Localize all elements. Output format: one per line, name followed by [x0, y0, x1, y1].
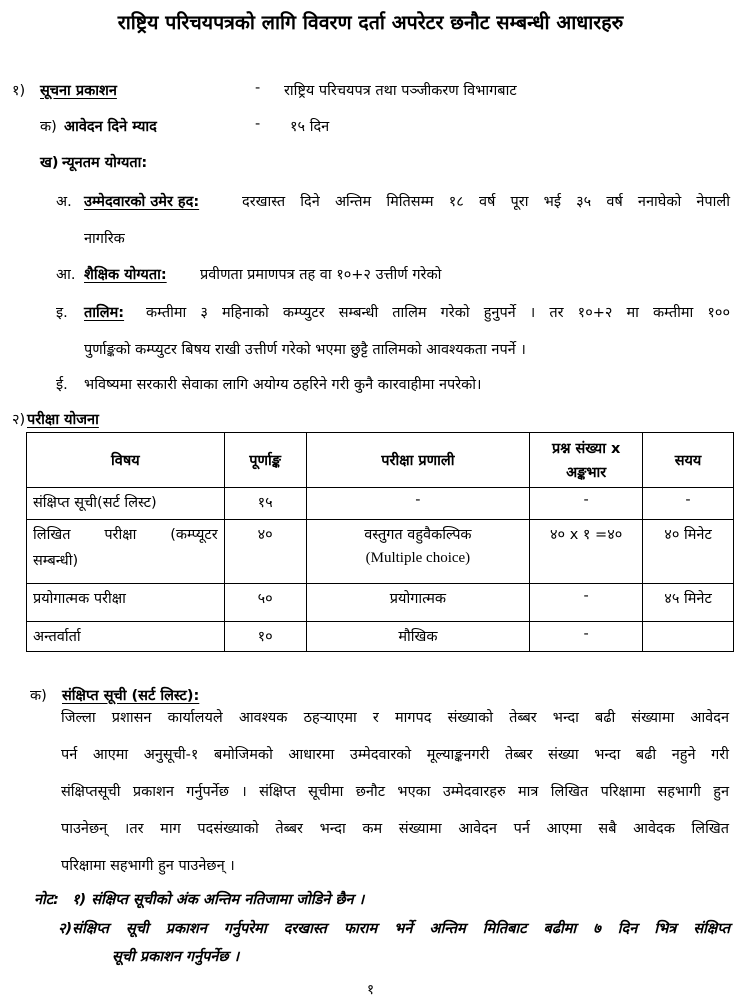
cell-subject-line1: लिखित परीक्षा (कम्प्यूटर	[33, 527, 218, 543]
shortlist-line: जिल्ला प्रशासन कार्यालयले आवश्यक ठहऱ्याएमा र मागपद संख्याको तेब्बर भन्दा बढी संख्यामा आवेदन	[61, 710, 729, 726]
table-row	[27, 488, 734, 520]
header-questions-weight	[530, 433, 643, 488]
note-2-cont: सूची प्रकाशन गर्नुपर्नेछ ।	[112, 949, 240, 965]
table-row	[27, 520, 734, 584]
cell-exam-system-line2: (Multiple choice)	[365, 550, 471, 566]
note-1: १) संक्षिप्त सूचीको अंक अन्तिम नतिजामा जोडिने छैन ।	[72, 892, 365, 908]
note-label: नोट:	[34, 892, 59, 908]
age-limit-label: उम्मेदवारको उमेर हद:	[84, 194, 200, 210]
shortlist-line: पाउनेछन् ।तर माग पदसंख्याको तेब्बर भन्दा कम संख्यामा आवेदन पर्न आएमा सबै आवेदक लिखित	[61, 821, 729, 837]
item-ii-prefix: ई.	[56, 377, 68, 393]
cell-questions: -	[530, 488, 643, 520]
cell-subject: प्रयोगात्मक परीक्षा	[27, 584, 225, 622]
shortlist-line: संक्षिप्तसूची प्रकाशन गर्नुपर्नेछ । संक्षिप्त सूचीमा छनौट भएका उम्मेदवारहरु मात्र लिखित परिक्षामा सहभागी हुन	[61, 784, 729, 800]
section-1-heading: सूचना प्रकाशन	[40, 83, 117, 99]
cell-exam-system: मौखिक	[306, 622, 530, 652]
cell-questions: -	[530, 622, 643, 652]
cell-questions: -	[530, 584, 643, 622]
item-aa-prefix: आ.	[56, 267, 76, 283]
page-number: १	[366, 982, 375, 998]
cell-questions: ४० x १ =४०	[530, 520, 643, 584]
header-questions-line2: अङ्कभार	[566, 465, 607, 481]
age-limit-text-cont: नागरिक	[84, 231, 125, 247]
cell-full-marks: ४०	[224, 520, 306, 584]
section-2-heading: परीक्षा योजना	[27, 412, 99, 428]
education-label: शैक्षिक योग्यता:	[84, 267, 167, 283]
shortlist-paragraph	[61, 703, 729, 881]
cell-subject: संक्षिप्त सूची(सर्ट लिस्ट)	[27, 488, 225, 520]
application-period-label: आवेदन दिने म्याद	[64, 119, 157, 135]
header-subject: विषय	[27, 433, 225, 488]
table-header-row	[27, 433, 734, 488]
cell-exam-system: प्रयोगात्मक	[306, 584, 530, 622]
kha-prefix: ख)	[40, 155, 59, 171]
table-row	[27, 584, 734, 622]
section-1-dash: -	[255, 80, 261, 96]
note-2: २)संक्षिप्त सूची प्रकाशन गर्नुपरेमा दरखास्त फाराम भर्ने अन्तिम मितिबाट बढीमा ७ दिन भित्र संक्षिप्त	[58, 921, 730, 937]
header-time: सयय	[643, 433, 734, 488]
training-text: कम्तीमा ३ महिनाको कम्प्युटर सम्बन्धी तालिम गरेको हुनुपर्ने । तर १०+२ मा कम्तीमा १००	[146, 305, 730, 321]
section-1-value: राष्ट्रिय परिचयपत्र तथा पञ्जीकरण विभागबाट	[284, 83, 517, 99]
cell-exam-system-line1: वस्तुगत वहुवैकल्पिक	[364, 527, 472, 543]
shortlist-heading: संक्षिप्त सूची (सर्ट लिस्ट):	[62, 688, 200, 704]
cell-full-marks: १५	[224, 488, 306, 520]
training-label: तालिम:	[84, 305, 125, 321]
shortlist-line: पर्न आएमा अनुसूची-१ बमोजिमको आधारमा उम्मेदवारको मूल्याङ्कनगरी तेब्बर संख्या भन्दा बढी नहुने गरी	[61, 747, 729, 763]
section-1-number: १)	[12, 83, 26, 99]
application-period-dash: -	[255, 116, 261, 132]
training-text-cont: पुर्णाङ्कको कम्प्युटर बिषय राखी उत्तीर्ण गरेको भएमा छुट्टै तालिमको आवश्यकता नपर्ने ।	[84, 342, 526, 358]
cell-full-marks: १०	[224, 622, 306, 652]
cell-exam-system	[306, 520, 530, 584]
item-i-prefix: इ.	[56, 305, 68, 321]
shortlist-prefix: क)	[30, 688, 47, 704]
cell-subject	[27, 520, 225, 584]
cell-time	[643, 622, 734, 652]
table-row	[27, 622, 734, 652]
page-title: राष्ट्रिय परिचयपत्रको लागि विवरण दर्ता अपरेटर छनौट सम्बन्धी आधारहरु	[117, 11, 624, 34]
header-questions-line1: प्रश्न संख्या x	[551, 441, 621, 457]
education-text: प्रवीणता प्रमाणपत्र तह वा १०+२ उत्तीर्ण गरेको	[200, 267, 442, 283]
age-limit-text: दरखास्त दिने अन्तिम मितिसम्म १८ वर्ष पूरा भई ३५ वर्ष ननाघेको नेपाली	[242, 194, 730, 210]
no-action-text: भविष्यमा सरकारी सेवाका लागि अयोग्य ठहरिने गरी कुनै कारवाहीमा नपरेको।	[84, 377, 482, 393]
cell-subject: अन्तर्वार्ता	[27, 622, 225, 652]
section-2-number: २)	[12, 412, 26, 428]
item-a-prefix: अ.	[56, 194, 72, 210]
cell-subject-line2: सम्बन्धी)	[33, 553, 79, 569]
cell-time: -	[643, 488, 734, 520]
application-period-value: १५ दिन	[290, 119, 330, 135]
exam-plan-table	[26, 432, 734, 652]
cell-exam-system: -	[306, 488, 530, 520]
header-exam-system: परीक्षा प्रणाली	[306, 433, 530, 488]
header-full-marks: पूर्णाङ्क	[224, 433, 306, 488]
cell-time: ४० मिनेट	[643, 520, 734, 584]
cell-full-marks: ५०	[224, 584, 306, 622]
cell-time: ४५ मिनेट	[643, 584, 734, 622]
ka-prefix: क)	[40, 119, 57, 135]
shortlist-line: परिक्षामा सहभागी हुन पाउनेछन् ।	[61, 858, 235, 874]
minimum-qualification-label: न्यूनतम योग्यता:	[62, 155, 148, 171]
